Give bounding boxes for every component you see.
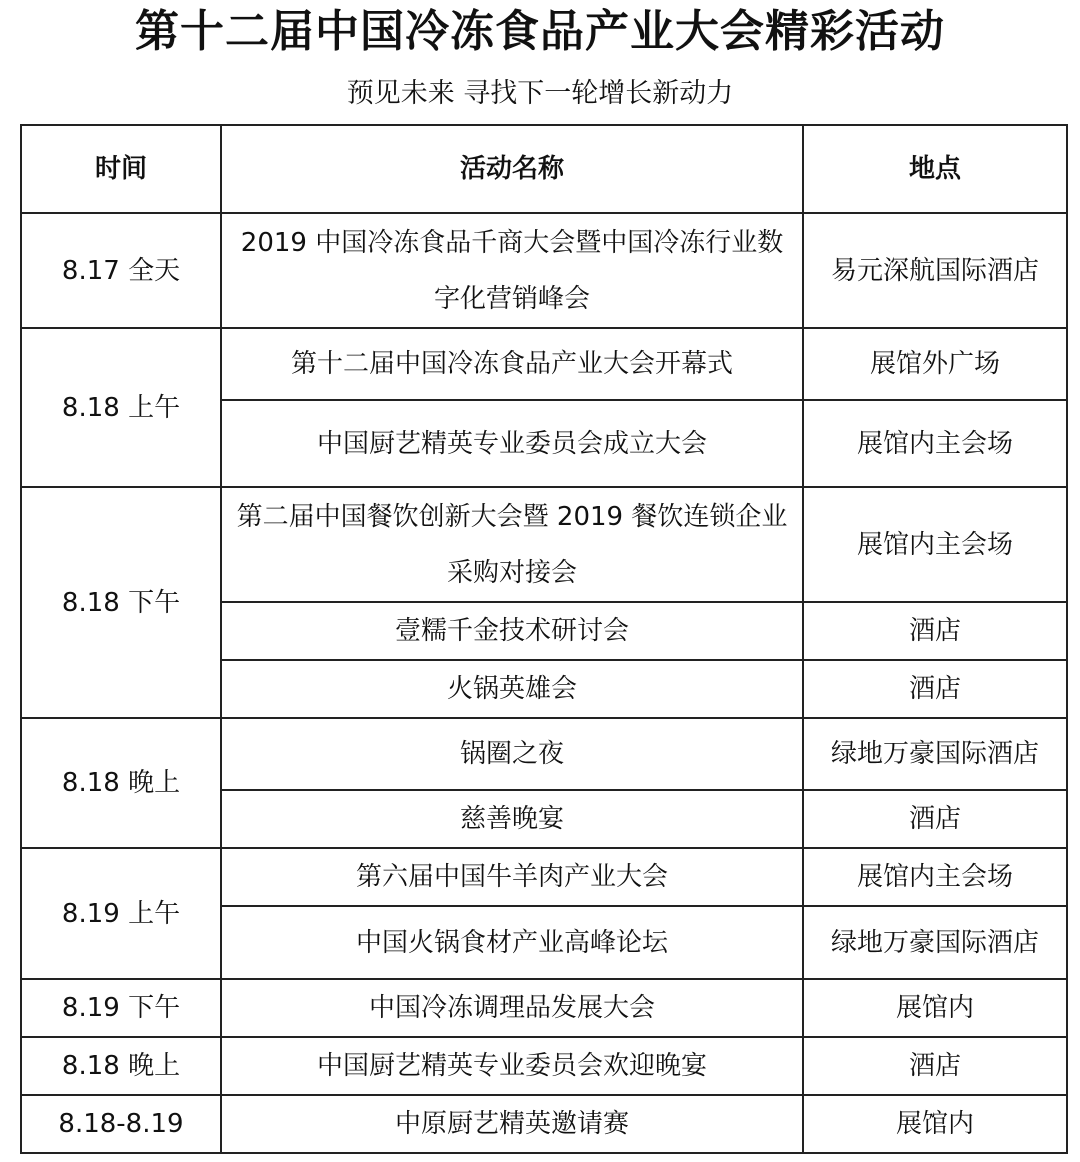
activity-cell: 2019 中国冷冻食品千商大会暨中国冷冻行业数字化营销峰会 [221,213,803,328]
activity-cell: 第六届中国牛羊肉产业大会 [221,848,803,906]
activity-cell: 慈善晚宴 [221,790,803,848]
activity-cell: 中原厨艺精英邀请赛 [221,1095,803,1153]
table-row [21,848,1067,906]
time-cell: 8.18 晚上 [21,1037,221,1095]
location-cell: 酒店 [803,660,1067,718]
location-cell: 展馆内 [803,979,1067,1037]
location-cell: 展馆内主会场 [803,848,1067,906]
activity-cell: 第十二届中国冷冻食品产业大会开幕式 [221,328,803,400]
location-cell: 酒店 [803,602,1067,660]
page-title: 第十二届中国冷冻食品产业大会精彩活动 [135,6,945,57]
table-row [21,213,1067,328]
table-row [21,979,1067,1037]
table-row [21,718,1067,790]
schedule-table [20,124,1068,1154]
table-row [21,487,1067,602]
location-cell: 展馆内主会场 [803,487,1067,602]
header-time: 时间 [21,125,221,213]
time-cell: 8.18 晚上 [21,718,221,848]
location-cell: 绿地万豪国际酒店 [803,718,1067,790]
header-activity: 活动名称 [221,125,803,213]
time-cell: 8.18 下午 [21,487,221,718]
activity-cell: 第二届中国餐饮创新大会暨 2019 餐饮连锁企业采购对接会 [221,487,803,602]
table-header-row [21,125,1067,213]
time-cell: 8.17 全天 [21,213,221,328]
page-subtitle: 预见未来 寻找下一轮增长新动力 [346,78,734,109]
header-location: 地点 [803,125,1067,213]
activity-cell: 中国火锅食材产业高峰论坛 [221,906,803,979]
time-cell: 8.18 上午 [21,328,221,487]
location-cell: 易元深航国际酒店 [803,213,1067,328]
location-cell: 酒店 [803,1037,1067,1095]
location-cell: 展馆内 [803,1095,1067,1153]
time-cell: 8.19 下午 [21,979,221,1037]
activity-cell: 中国厨艺精英专业委员会成立大会 [221,400,803,487]
activity-cell: 火锅英雄会 [221,660,803,718]
table-row [21,1095,1067,1153]
time-cell: 8.18-8.19 [21,1095,221,1153]
activity-cell: 壹糯千金技术研讨会 [221,602,803,660]
table-row [21,328,1067,400]
location-cell: 绿地万豪国际酒店 [803,906,1067,979]
table-row [21,1037,1067,1095]
time-cell: 8.19 上午 [21,848,221,979]
location-cell: 展馆外广场 [803,328,1067,400]
activity-cell: 锅圈之夜 [221,718,803,790]
activity-cell: 中国冷冻调理品发展大会 [221,979,803,1037]
location-cell: 酒店 [803,790,1067,848]
location-cell: 展馆内主会场 [803,400,1067,487]
activity-cell: 中国厨艺精英专业委员会欢迎晚宴 [221,1037,803,1095]
